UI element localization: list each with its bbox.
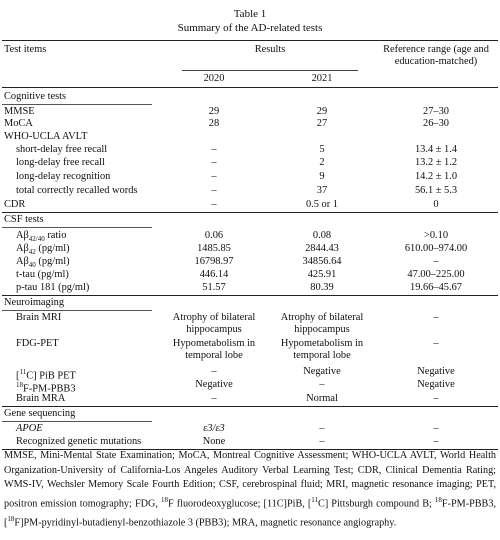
row-ref: –	[433, 436, 439, 447]
section-rule	[2, 310, 152, 311]
row-item: short-delay free recall	[16, 144, 108, 155]
row-2021: 0.08	[312, 230, 332, 241]
table-number: Table 1	[233, 8, 267, 20]
row-2021: Normal	[306, 393, 338, 404]
section-neuroimaging: Neuroimaging	[4, 297, 65, 308]
row-item: $^{18}$F-PM-PBB3	[16, 381, 76, 395]
row-2020: –	[211, 157, 217, 168]
row-2020: 29	[208, 106, 220, 117]
row-2021: 2	[319, 157, 325, 168]
row-ref: 27–30	[423, 106, 449, 117]
row-item: Brain MRA	[16, 393, 66, 404]
row-item: [$^{11}$C] PiB PET	[16, 368, 76, 382]
row-2020: –	[211, 366, 217, 377]
row-item: $A\beta_{42/40}$ ratio	[16, 230, 67, 244]
table-title: Summary of the AD-related tests	[177, 22, 323, 34]
row-2020: –	[211, 144, 217, 155]
row-2021: 80.39	[310, 282, 334, 293]
row-item: total correctly recalled words	[16, 185, 138, 196]
row-ref: 0	[433, 199, 439, 210]
row-2021: 27	[316, 118, 328, 129]
row-ref: 13.4 ± 1.4	[414, 144, 458, 155]
row-item: FDG-PET	[16, 338, 59, 349]
row-2020: Hypometabolism in temporal lobe	[172, 338, 256, 361]
results-underline	[182, 70, 358, 71]
row-2020: 51.57	[202, 282, 226, 293]
header-rule	[2, 87, 498, 88]
row-2020: 28	[208, 118, 220, 129]
section-divider	[2, 295, 498, 296]
row-2021: Hypometabolism in temporal lobe	[280, 338, 364, 361]
row-item: long-delay free recall	[16, 157, 105, 168]
row-2021: 425.91	[307, 269, 337, 280]
row-2021: Negative	[303, 366, 341, 377]
row-item: $A\beta_{40}$ (pg/ml)	[16, 256, 70, 270]
row-item: $A\beta_{42}$ (pg/ml)	[16, 243, 70, 257]
row-ref: 14.2 ± 1.0	[414, 171, 458, 182]
header-results: Results	[254, 44, 286, 55]
header-year-2021: 2021	[311, 73, 333, 84]
row-2021: 5	[319, 144, 325, 155]
row-ref: –	[433, 338, 439, 349]
row-2020: Atrophy of bilateral hippocampus	[172, 312, 256, 335]
row-item: p-tau 181 (pg/ml)	[16, 282, 90, 293]
section-divider	[2, 406, 498, 407]
row-ref: –	[433, 393, 439, 404]
row-ref: 13.2 ± 1.2	[414, 157, 458, 168]
row-2020: None	[202, 436, 226, 447]
table-footnote: MMSE, Mini-Mental State Examination; MoCA, Montreal Cognitive Assessment; WHO-UCLA AVLT, World Health Organization-University of California-Los Angeles Auditory Verbal Learning Test; CDR, Clinical Dementia Rating; WMS-IV, Wechsler Memory Scale Fourth Edition; CSF, cerebrospinal fluid; MRI, magnetic resonance imaging; PET, positron emission tomography; FDG, $^{18}$F fluorodeoxyglucose; [11C]PiB, [$^{11}$C] Pittsburgh compound B; $^{18}$F-PM-PBB3, [$^{18}$F]PM-pyridinyl-butadienyl-benzothiazole 3 (PBB3); MRA, magnetic resonance angiography.	[4, 450, 496, 529]
row-ref: 610.00–974.00	[404, 243, 468, 254]
row-2020: –	[211, 393, 217, 404]
row-2020: 16798.97	[194, 256, 234, 267]
row-item: Recognized genetic mutations	[16, 436, 142, 447]
row-2020: –	[211, 185, 217, 196]
row-2021: 0.5 or 1	[305, 199, 339, 210]
row-2020: 0.06	[204, 230, 224, 241]
row-2020: ε3/ε3	[203, 423, 225, 434]
row-ref: 47.00–225.00	[407, 269, 465, 280]
section-rule	[2, 227, 152, 228]
row-2020: 1485.85	[197, 243, 231, 254]
row-2021: –	[319, 379, 325, 390]
row-ref: 26–30	[423, 118, 449, 129]
row-2021: Atrophy of bilateral hippocampus	[280, 312, 364, 335]
row-item: long-delay recognition	[16, 171, 111, 182]
row-item: WHO-UCLA AVLT	[4, 131, 88, 142]
section-csf: CSF tests	[4, 214, 44, 225]
row-2020: 446.14	[199, 269, 229, 280]
row-2021: 29	[316, 106, 328, 117]
row-item: t-tau (pg/ml)	[16, 269, 69, 280]
row-2020: Negative	[195, 379, 233, 390]
section-rule	[2, 421, 152, 422]
row-item: CDR	[4, 199, 26, 210]
row-item: MMSE	[4, 106, 35, 117]
row-2021: 34856.64	[302, 256, 342, 267]
section-cognitive: Cognitive tests	[4, 91, 67, 102]
header-year-2020: 2020	[203, 73, 225, 84]
row-ref: 19.66–45.67	[410, 282, 462, 293]
row-2020: –	[211, 171, 217, 182]
row-ref: Negative	[417, 379, 455, 390]
row-ref: >0.10	[423, 230, 449, 241]
row-2021: 37	[316, 185, 328, 196]
row-item: MoCA	[4, 118, 33, 129]
row-2020: –	[211, 199, 217, 210]
row-item: Brain MRI	[16, 312, 62, 323]
row-2021: –	[319, 436, 325, 447]
row-ref: Negative	[417, 366, 455, 377]
section-rule	[2, 104, 152, 105]
section-gene: Gene sequencing	[4, 408, 76, 419]
row-2021: –	[319, 423, 325, 434]
row-ref: –	[433, 256, 439, 267]
row-ref: –	[433, 312, 439, 323]
header-test-items: Test items	[4, 44, 47, 55]
row-ref: –	[433, 423, 439, 434]
top-rule	[2, 40, 498, 41]
section-divider	[2, 212, 498, 213]
header-reference-range: Reference range (age and education-matched)	[383, 44, 489, 67]
row-2021: 2844.43	[305, 243, 339, 254]
row-item: APOE	[16, 423, 43, 434]
row-2021: 9	[319, 171, 325, 182]
row-ref: 56.1 ± 5.3	[414, 185, 458, 196]
